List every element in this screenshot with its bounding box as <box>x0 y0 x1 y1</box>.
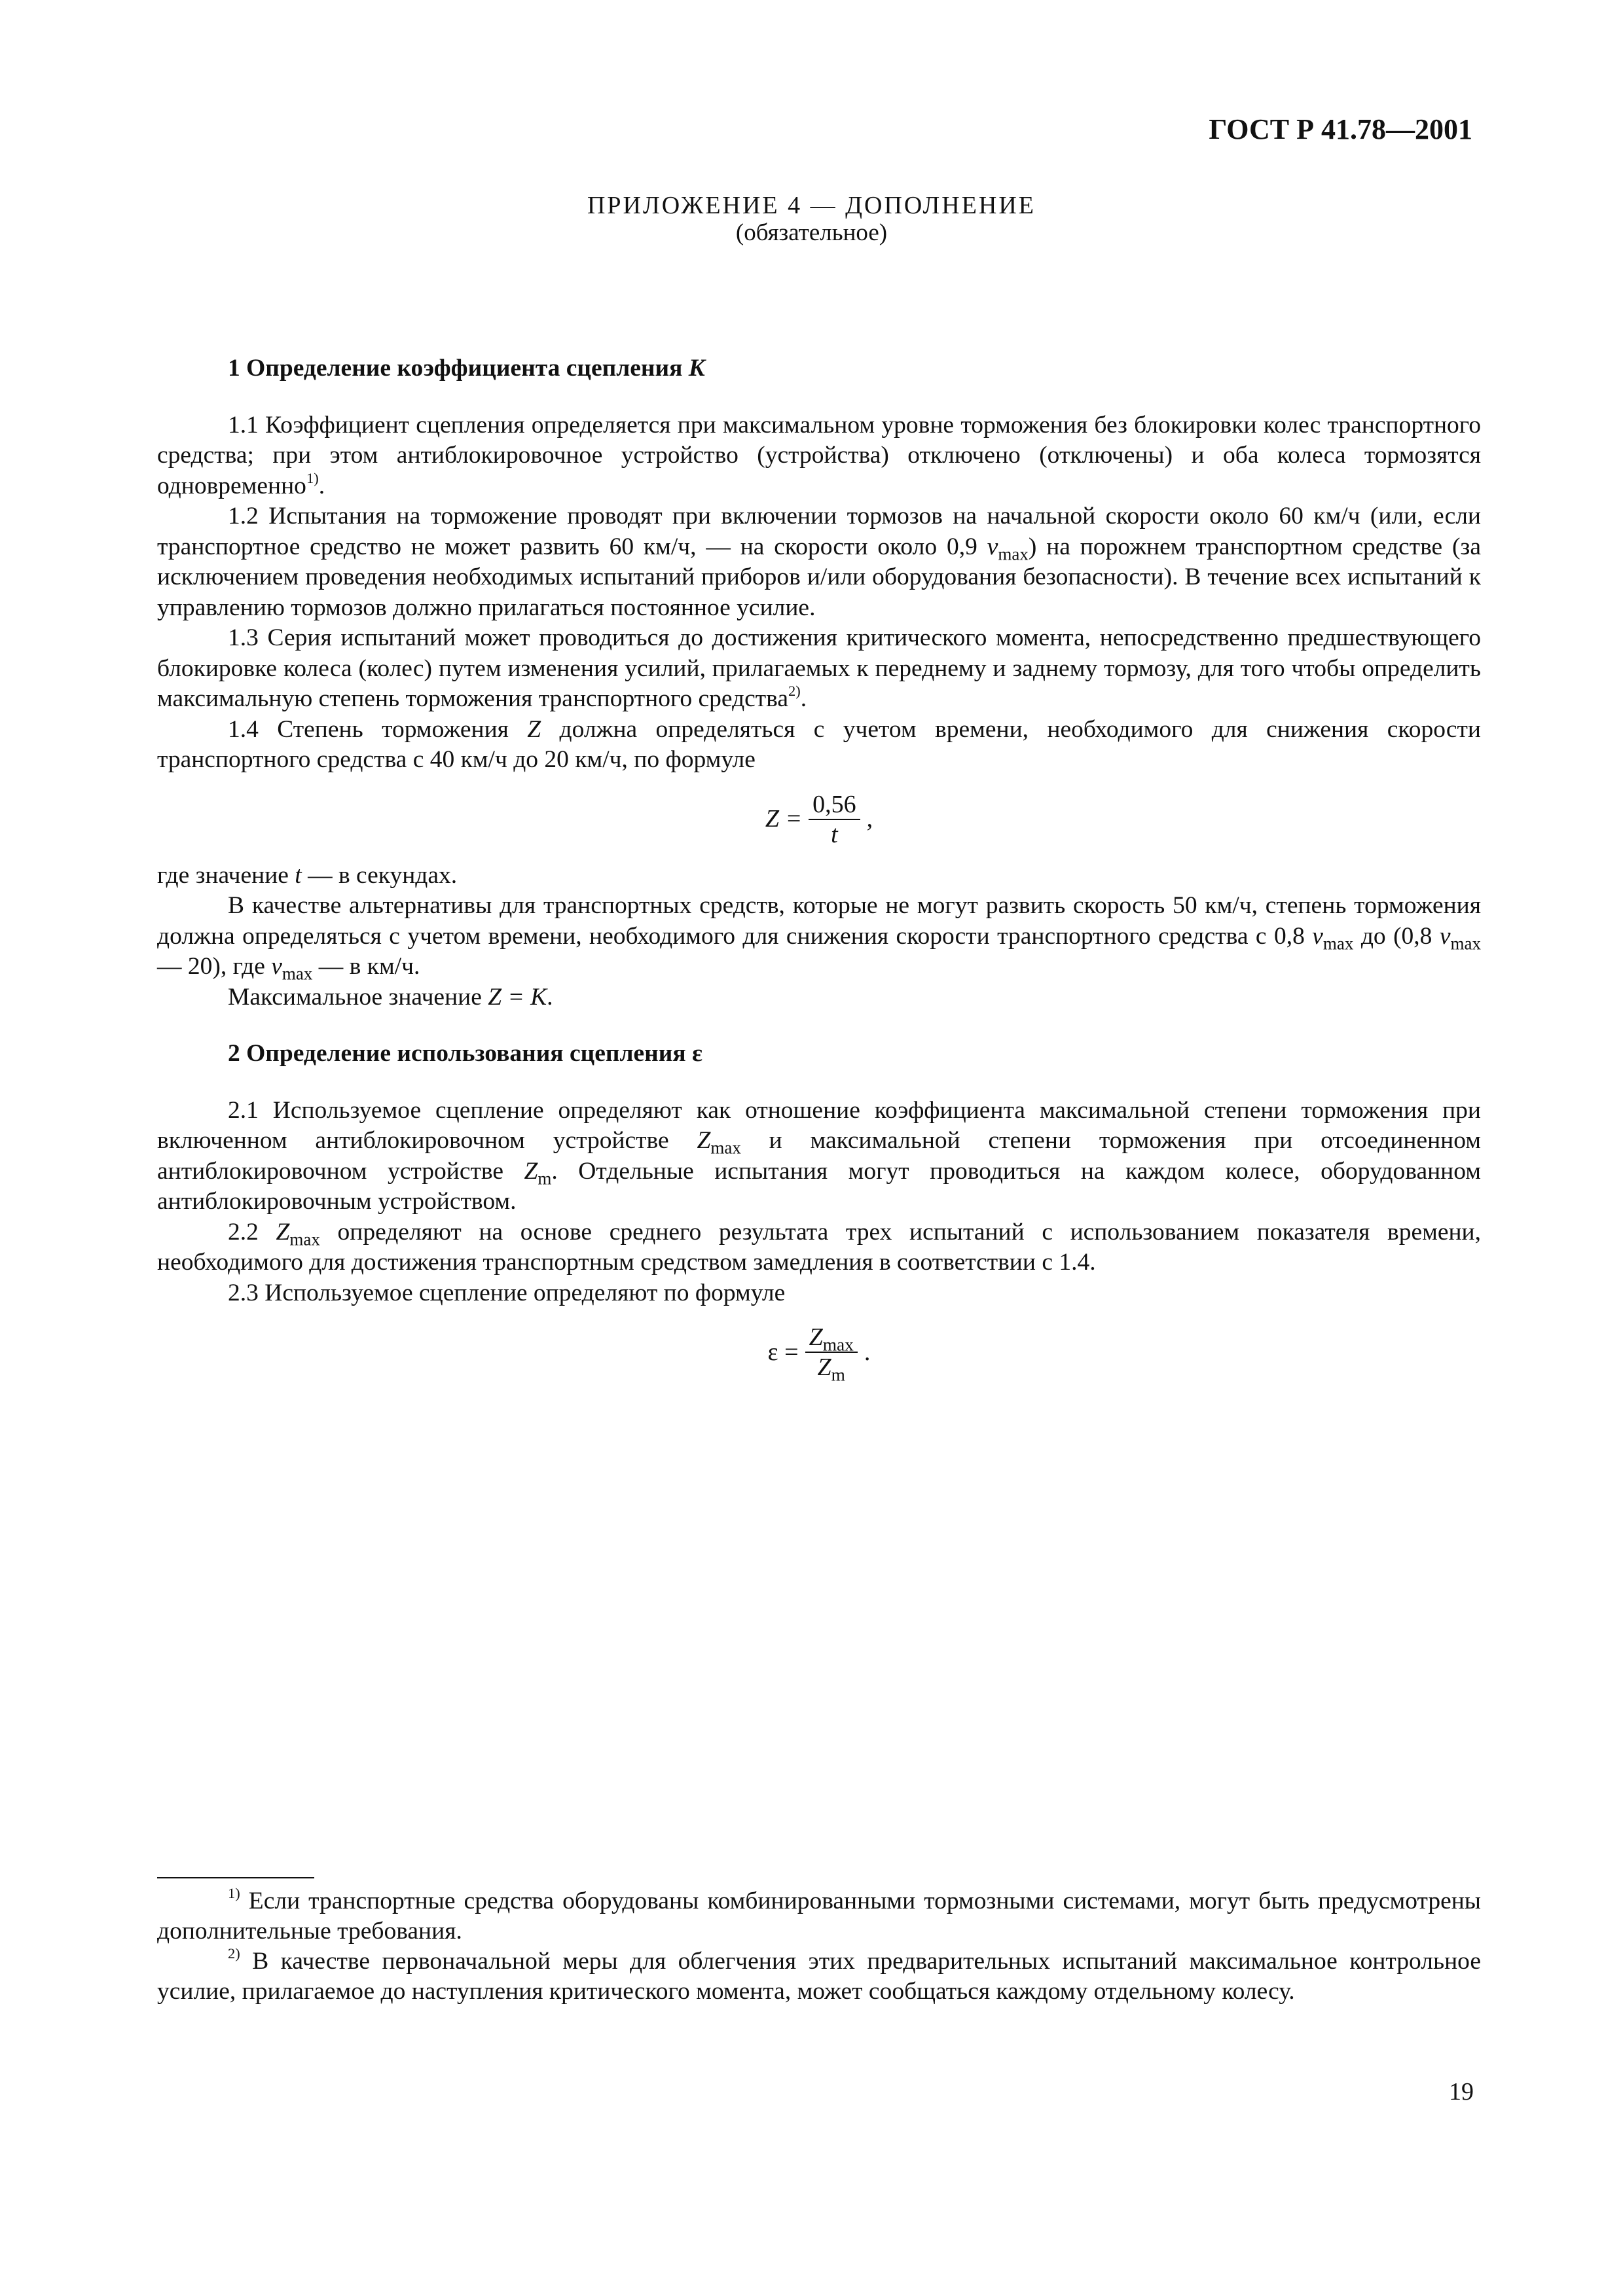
appendix-subtitle: (обязательное) <box>735 219 888 246</box>
paragraph-1-2: 1.2 Испытания на торможение проводят при включении тормозов на начальной скорости около 60 км/ч (или, если транспортное средство не может развить 60 км/ч, — на скорости около 0,9 $v_{max}$) на порожнем транспортном средстве (за исключением проведения необходимых испытаний приборов и/или оборудования безопасности). В течение всех испытаний к управлению тормозов должно прилагаться постоянное усилие. <box>157 503 1481 621</box>
appendix-title: ПРИЛОЖЕНИЕ 4 — ДОПОЛНЕНИЕ <box>587 192 1036 219</box>
section-2-heading: 2 Определение использования сцепления ε <box>228 1040 703 1067</box>
paragraph-2-3: 2.3 Используемое сцепление определяют по формуле <box>228 1279 786 1306</box>
paragraph-2-2: 2.2 $Z_{max}$ определяют на основе среднего результата трех испытаний с использованием показателя времени, необходимого для достижения транспортным средством замедления в соответствии с 1.4. <box>157 1218 1482 1276</box>
footnote-1: $^{1)}$ Если транспортные средства оборудованы комбинированными тормозными системами, могут быть предусмотрены дополнительные требования. <box>157 1885 1481 1945</box>
footnote-ref-2: 2) <box>788 683 801 700</box>
footnote-ref-1: 1) <box>306 469 319 486</box>
section-1-heading: 1 Определение коэффициента сцепления K <box>228 355 705 382</box>
formula-braking-rate: Z = $\frac{0,56}{t}$ , <box>765 790 873 848</box>
fraction: $\frac{0,56}{t}$ <box>809 790 860 849</box>
fraction: $\frac{Z_{max}}{Z_m}$ <box>805 1323 858 1382</box>
paragraph-max-value: Максимальное значение Z = K. <box>228 983 553 1011</box>
paragraph-1-3: 1.3 Серия испытаний может проводиться до достижения критического момента, непосредственно предшествующего блокировке колеса (колес) путем изменения усилий, прилагаемых к переднему и заднему тормозу, для того чтобы определить максимальную степень торможения транспортного средства$^{2)}$. <box>157 624 1481 712</box>
formula-note: где значение t — в секундах. <box>157 861 458 889</box>
page-number: 19 <box>1449 2078 1474 2106</box>
footnote-divider <box>157 1877 314 1878</box>
paragraph-alternative: В качестве альтернативы для транспортных средств, которые не могут развить скорость 50 км/ч, степень торможения должна определяться с учетом времени, необходимого для снижения скорости транспортного средства с 0,8 $v_{max}$ до (0,8 $v_{max}$ — 20), где $v_{max}$ — в км/ч. <box>157 892 1482 984</box>
section-1 <box>157 353 1481 1393</box>
paragraph-1-4: 1.4 Степень торможения Z должна определяться с учетом времени, необходимого для снижения скорости транспортного средства с 40 км/ч до 20 км/ч, по формуле <box>157 715 1481 773</box>
footnotes <box>157 1886 1481 2007</box>
formula-adhesion-utilization: ε = $\frac{Z_{max}}{Z_m}$ . <box>767 1323 871 1385</box>
paragraph-1-1: 1.1 Коэффициент сцепления определяется при максимальном уровне торможения без блокировки колес транспортного средства; при этом антиблокировочное устройство (устройства) отключено (отключены) и оба колеса тормозятся одновременно$^{1)}$. <box>157 411 1481 499</box>
standard-code: ГОСТ Р 41.78—2001 <box>1209 113 1472 145</box>
paragraph-2-1: 2.1 Используемое сцепление определяют как отношение коэффициента максимальной степени торможения при включенном антиблокировочном устройстве $Z_{max}$ и максимальной степени торможения при отсоединенном антиблокировочном устройстве $Z_m$. Отдельные испытания могут проводиться на каждом колесе, оборудованном антиблокировочным устройством. <box>157 1096 1481 1215</box>
footnote-2: $^{2)}$ В качестве первоначальной меры для облегчения этих предварительных испытаний максимальное контрольное усилие, прилагаемое до наступления критического момента, может сообщаться каждому отдельному колесу. <box>157 1945 1481 2005</box>
